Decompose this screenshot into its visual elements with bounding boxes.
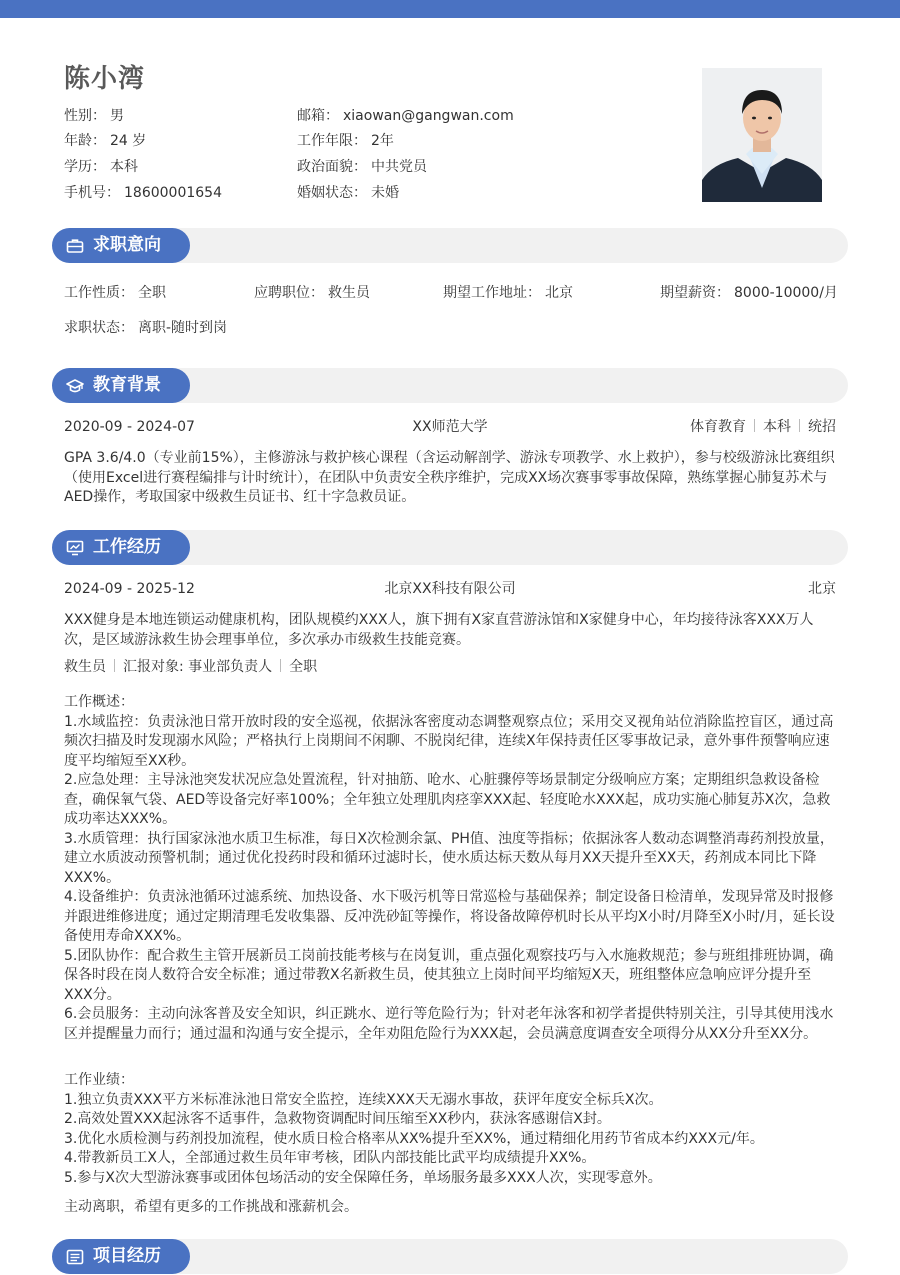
intent-salary-label: 期望薪资： [660,285,730,301]
section-project [52,1239,848,1274]
phone-info [64,183,222,203]
section-work [52,530,848,565]
education-info [64,157,138,177]
intent-salary [660,283,838,303]
work-role: 救生员 [64,659,106,675]
phone-value: 18600001654 [124,185,222,201]
work-report-to: 汇报对象: 事业部负责人 [123,659,273,675]
work-achievements [64,1071,836,1188]
section-intent [52,228,848,263]
section-title: 工作经历 [93,537,161,557]
list-icon [66,1248,84,1266]
achievement-item: 4.带教新员工X人，全部通过救生员年审考核，团队内部技能比武平均成绩提升XX%。 [64,1150,596,1166]
candidate-name: 陈小湾 [64,64,146,94]
divider [114,659,115,672]
achievement-title: 工作业绩： [64,1072,134,1088]
education-period: 2020-09 - 2024-07 [64,419,195,435]
overview-title: 工作概述： [64,694,134,710]
section-education-tab [52,368,190,403]
education-tags [690,417,836,437]
political-label: 政治面貌： [297,159,367,175]
intent-location-label: 期望工作地址： [443,285,541,301]
political-value: 中共党员 [371,159,427,175]
phone-label: 手机号： [64,185,120,201]
overview-item: 1.水域监控：负责泳池日常开放时段的安全巡视，依据泳客密度动态调整观察点位；采用交叉视角站位消除监控盲区，通过高频次扫描及时发现溺水风险；严格执行上岗期间不闲聊、不脱岗纪律，连续X年保持责任区零事故记录，意外事件预警响应速度平均缩短至XX秒。 [64,713,834,769]
email-info [297,106,514,126]
political-info [297,157,427,177]
graduation-cap-icon [66,377,84,395]
overview-item: 5.团队协作：配合救生主管开展新员工岗前技能考核与在岗复训，重点强化观察技巧与入水施救规范；参与班组排班协调，确保各时段在岗人数符合安全标准；通过带教X名新救生员，使其独立上岗时间平均缩短X天，班组整体应急响应评分提升至XXX分。 [64,947,834,1003]
gender-label: 性别： [64,108,106,124]
section-title: 项目经历 [93,1246,161,1266]
intent-position [254,283,370,303]
leave-reason: 主动离职，希望有更多的工作挑战和涨薪机会。 [64,1199,358,1215]
divider [799,419,800,432]
intent-status [64,318,227,338]
gender-info [64,106,124,126]
education-value: 本科 [110,159,138,175]
section-intent-tab [52,228,190,263]
intent-status-label: 求职状态： [64,320,134,336]
achievement-item: 3.优化水质检测与药剂投加流程，使水质日检合格率从XX%提升至XX%，通过精细化用药节省成本约XXX元/年。 [64,1130,764,1147]
age-value: 24 岁 [110,133,147,149]
achievement-item: 1.独立负责XXX平方米标准泳池日常安全监控，连续XXX天无溺水事故，获评年度安全标兵X次。 [64,1091,663,1108]
intent-type [64,283,166,303]
section-project-tab [52,1239,190,1274]
intent-salary-value: 8000-10000/月 [734,285,838,301]
intent-position-value: 救生员 [328,285,370,301]
section-title: 教育背景 [93,375,161,395]
section-work-tab [52,530,190,565]
gender-value: 男 [110,108,124,124]
section-education [52,368,848,403]
marital-label: 婚姻状态： [297,185,367,201]
years-value: 2年 [371,133,394,149]
education-description: GPA 3.6/4.0（专业前15%），主修游泳与救护核心课程（含运动解剖学、游泳专项教学、水上救护），参与校级游泳比赛组织（使用Excel进行赛程编排与计时统计），在团队中负责安全秩序维护，完成XX场次赛事零事故保障，熟练掌握心肺复苏术与AED操作，考取国家中级救生员证书、红十字急救员证。 [64,450,835,505]
intent-status-value: 离职-随时到岗 [138,320,228,336]
divider [280,659,281,672]
intent-type-label: 工作性质： [64,285,134,301]
work-job-type: 全职 [289,659,318,675]
portrait-icon [702,68,822,202]
work-company: 北京XX科技有限公司 [384,581,516,597]
marital-value: 未婚 [371,185,399,201]
email-value[interactable]: xiaowan@gangwan.com [343,108,514,124]
profile-photo [702,68,822,202]
overview-item: 6.会员服务：主动向泳客普及安全知识，纠正跳水、逆行等危险行为；针对老年泳客和初学者提供特别关注，引导其使用浅水区并提醒量力而行；通过温和沟通与安全提示，全年劝阻危险行为XXX起，会员满意度调查安全项得分从XX分升至XX分。 [64,1006,834,1042]
intent-location [443,283,573,303]
email-label: 邮箱： [297,108,339,124]
overview-item: 4.设备维护：负责泳池循环过滤系统、加热设备、水下吸污机等日常巡检与基础保养；制定设备日检清单，发现异常及时报修并跟进维修进度；通过定期清理毛发收集器、反冲洗砂缸等操作，将设备故障停机时长从平均X小时/月降至X小时/月，延长设备使用寿命XXX%。 [64,889,835,944]
company-description: XXX健身是本地连锁运动健康机构，团队规模约XXX人，旗下拥有X家直营游泳馆和X家健身中心，年均接待泳客XXX万人次，是区域游泳救生协会理事单位，多次承办市级救生技能竞赛。 [64,612,814,648]
divider [754,419,755,432]
work-tags [64,657,317,677]
education-major: 体育教育 [690,419,746,435]
education-enroll: 统招 [808,419,836,435]
briefcase-icon [66,237,84,255]
years-label: 工作年限： [297,133,367,149]
overview-item: 3.水质管理：执行国家泳池水质卫生标准，每日X次检测余氯、PH值、浊度等指标；依据泳客人数动态调整消毒药剂投放量，建立水质波动预警机制；通过优化投药时段和循环过滤时长，使水质达标天数从每月XX天提升至XX天，药剂成本同比下降XXX%。 [64,830,834,886]
education-school: XX师范大学 [412,419,488,435]
work-period: 2024-09 - 2025-12 [64,581,195,597]
intent-type-value: 全职 [138,285,166,301]
age-label: 年龄： [64,133,106,149]
achievement-item: 5.参与X次大型游泳赛事或团体包场活动的安全保障任务，单场服务最多XXX人次，实现零意外。 [64,1169,662,1186]
monitor-chart-icon [66,539,84,557]
section-title: 求职意向 [93,235,161,255]
age-info [64,131,146,151]
work-overview [64,693,836,1044]
education-label: 学历： [64,159,106,175]
years-info [297,131,394,151]
top-accent-bar [0,0,900,18]
intent-position-label: 应聘职位： [254,285,324,301]
intent-location-value: 北京 [545,285,573,301]
overview-item: 2.应急处理：主导泳池突发状况应急处置流程，针对抽筋、呛水、心脏骤停等场景制定分级响应方案；定期组织急救设备检查，确保氧气袋、AED等设备完好率100%；全年独立处理肌肉痉挛XXX起、轻度呛水XXX起，成功实施心肺复苏X次，急救成功率达XXX%。 [64,772,831,827]
education-degree: 本科 [763,419,791,435]
work-city: 北京 [808,581,836,597]
marital-info [297,183,399,203]
achievement-item: 2.高效处置XXX起泳客不适事件，急救物资调配时间压缩至XX秒内，获泳客感谢信X封。 [64,1111,611,1127]
